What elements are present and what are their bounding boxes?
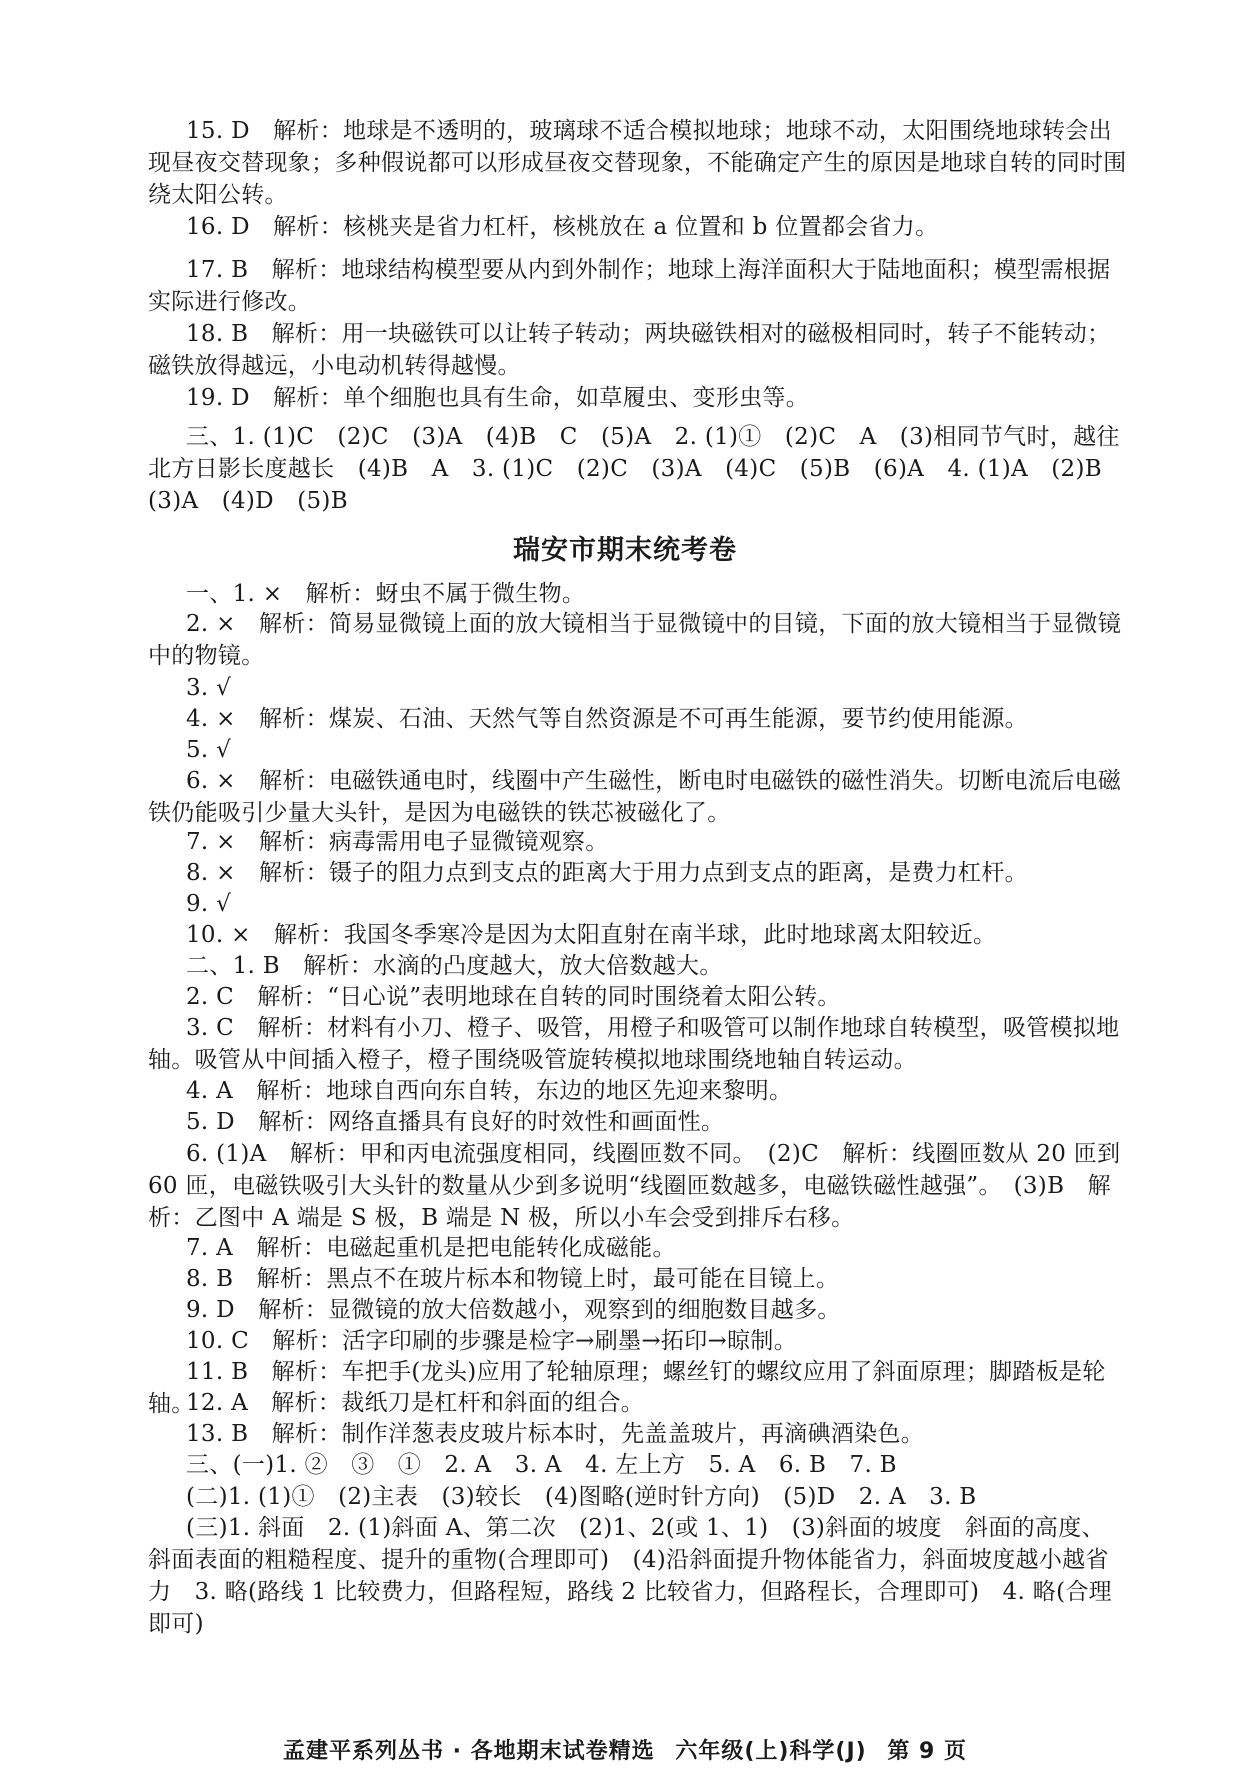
answer-1-6: 6. × 解析：电磁铁通电时，线圈中产生磁性，断电时电磁铁的磁性消失。切断电流后电磁铁仍能吸引少量大头针，是因为电磁铁的铁芯被磁化了。 — [148, 768, 1122, 826]
footer-grade: 六年级(上)科学(J) — [675, 1739, 867, 1764]
answer-section-3: 三、1. (1)C (2)C (3)A (4)B C (5)A 2. (1)① (2)C A (3)相同节气时，越往北方日影长度越长 (4)B A 3. (1)C (2)C (3)A (4)C (5)B (6)A 4. (1)A (2)B (3)A (4)D (5)B — [148, 424, 1126, 514]
answer-1-9: 9. √ — [186, 891, 232, 917]
page-footer — [0, 1734, 1250, 1765]
answer-19: 19. D 解析：单个细胞也具有生命，如草履虫、变形虫等。 — [186, 385, 810, 411]
answer-2-1: 二、1. B 解析：水滴的凸度越大，放大倍数越大。 — [186, 953, 723, 979]
answer-3-part1: 三、(一)1. ② ③ ① 2. A 3. A 4. 左上方 5. A 6. B 7. B — [186, 1452, 897, 1478]
exam-title: 瑞安市期末统考卷 — [513, 535, 737, 566]
answer-1-2: 2. × 解析：简易显微镜上面的放大镜相当于显微镜中的目镜，下面的放大镜相当于显微镜中的物镜。 — [148, 611, 1122, 669]
answer-2-13: 13. B 解析：制作洋葱表皮玻片标本时，先盖盖玻片，再滴碘酒染色。 — [186, 1421, 924, 1447]
footer-series: 孟建平系列丛书 · 各地期末试卷精选 — [282, 1739, 655, 1764]
answer-1-7: 7. × 解析：病毒需用电子显微镜观察。 — [186, 829, 609, 855]
answer-2-10: 10. C 解析：活字印刷的步骤是检字→刷墨→拓印→晾制。 — [186, 1328, 798, 1354]
answer-2-9: 9. D 解析：显微镜的放大倍数越小，观察到的细胞数目越多。 — [186, 1297, 841, 1323]
answer-16: 16. D 解析：核桃夹是省力杠杆，核桃放在 a 位置和 b 位置都会省力。 — [186, 214, 939, 240]
answer-1-8: 8. × 解析：镊子的阻力点到支点的距离大于用力点到支点的距离，是费力杠杆。 — [186, 860, 1028, 886]
answer-2-7: 7. A 解析：电磁起重机是把电能转化成磁能。 — [186, 1235, 676, 1261]
answer-2-12: 12. A 解析：裁纸刀是杠杆和斜面的组合。 — [186, 1390, 645, 1416]
answer-1-4: 4. × 解析：煤炭、石油、天然气等自然资源是不可再生能源，要节约使用能源。 — [186, 706, 1028, 732]
answer-2-3: 3. C 解析：材料有小刀、橙子、吸管，用橙子和吸管可以制作地球自转模型，吸管模拟地轴。吸管从中间插入橙子，橙子围绕吸管旋转模拟地球围绕地轴自转运动。 — [148, 1015, 1120, 1073]
answer-18: 18. B 解析：用一块磁铁可以让转子转动；两块磁铁相对的磁极相同时，转子不能转动；磁铁放得越远，小电动机转得越慢。 — [148, 321, 1111, 379]
answer-2-8: 8. B 解析：黑点不在玻片标本和物镜上时，最可能在目镜上。 — [186, 1266, 840, 1292]
answer-2-4: 4. A 解析：地球自西向东自转，东边的地区先迎来黎明。 — [186, 1078, 793, 1104]
answer-2-6: 6. (1)A 解析：甲和丙电流强度相同，线圈匝数不同。 (2)C 解析：线圈匝数从 20 匝到 60 匝，电磁铁吸引大头针的数量从少到多说明“线圈匝数越多，电磁铁磁性越强”。 (3)B 解析：乙图中 A 端是 S 极，B 端是 N 极，所以小车会受到排斥右移。 — [148, 1141, 1121, 1231]
answer-1-5: 5. √ — [186, 737, 232, 763]
answer-1-3: 3. √ — [186, 675, 232, 701]
answer-15: 15. D 解析：地球是不透明的，玻璃球不适合模拟地球；地球不动，太阳围绕地球转会出现昼夜交替现象；多种假说都可以形成昼夜交替现象，不能确定产生的原因是地球自转的同时围绕太阳公转。 — [148, 118, 1127, 208]
answer-17: 17. B 解析：地球结构模型要从内到外制作；地球上海洋面积大于陆地面积；模型需根据实际进行修改。 — [148, 257, 1111, 315]
answer-1-1: 一、1. × 解析：蚜虫不属于微生物。 — [186, 581, 586, 607]
answer-2-5: 5. D 解析：网络直播具有良好的时效性和画面性。 — [186, 1109, 725, 1135]
answer-2-2: 2. C 解析：“日心说”表明地球在自转的同时围绕着太阳公转。 — [186, 984, 841, 1010]
answer-1-10: 10. × 解析：我国冬季寒冷是因为太阳直射在南半球，此时地球离太阳较近。 — [186, 922, 997, 948]
answer-2-11: 11. B 解析：车把手(龙头)应用了轮轴原理；螺丝钉的螺纹应用了斜面原理；脚踏板是轮轴。 — [148, 1359, 1106, 1417]
footer-page-number: 第 9 页 — [887, 1739, 968, 1764]
answer-3-part2: (二)1. (1)① (2)主表 (3)较长 (4)图略(逆时针方向) (5)D 2. A 3. B — [186, 1484, 977, 1510]
answer-3-part3: (三)1. 斜面 2. (1)斜面 A、第二次 (2)1、2(或 1、1) (3)斜面的坡度 斜面的高度、斜面表面的粗糙程度、提升的重物(合理即可) (4)沿斜面提升物体能省力，斜面坡度越小越省力 3. 略(路线 1 比较费力，但路程短，路线 2 比较省力，但路程长，合理即可) 4. 略(合理即可) — [148, 1515, 1112, 1637]
